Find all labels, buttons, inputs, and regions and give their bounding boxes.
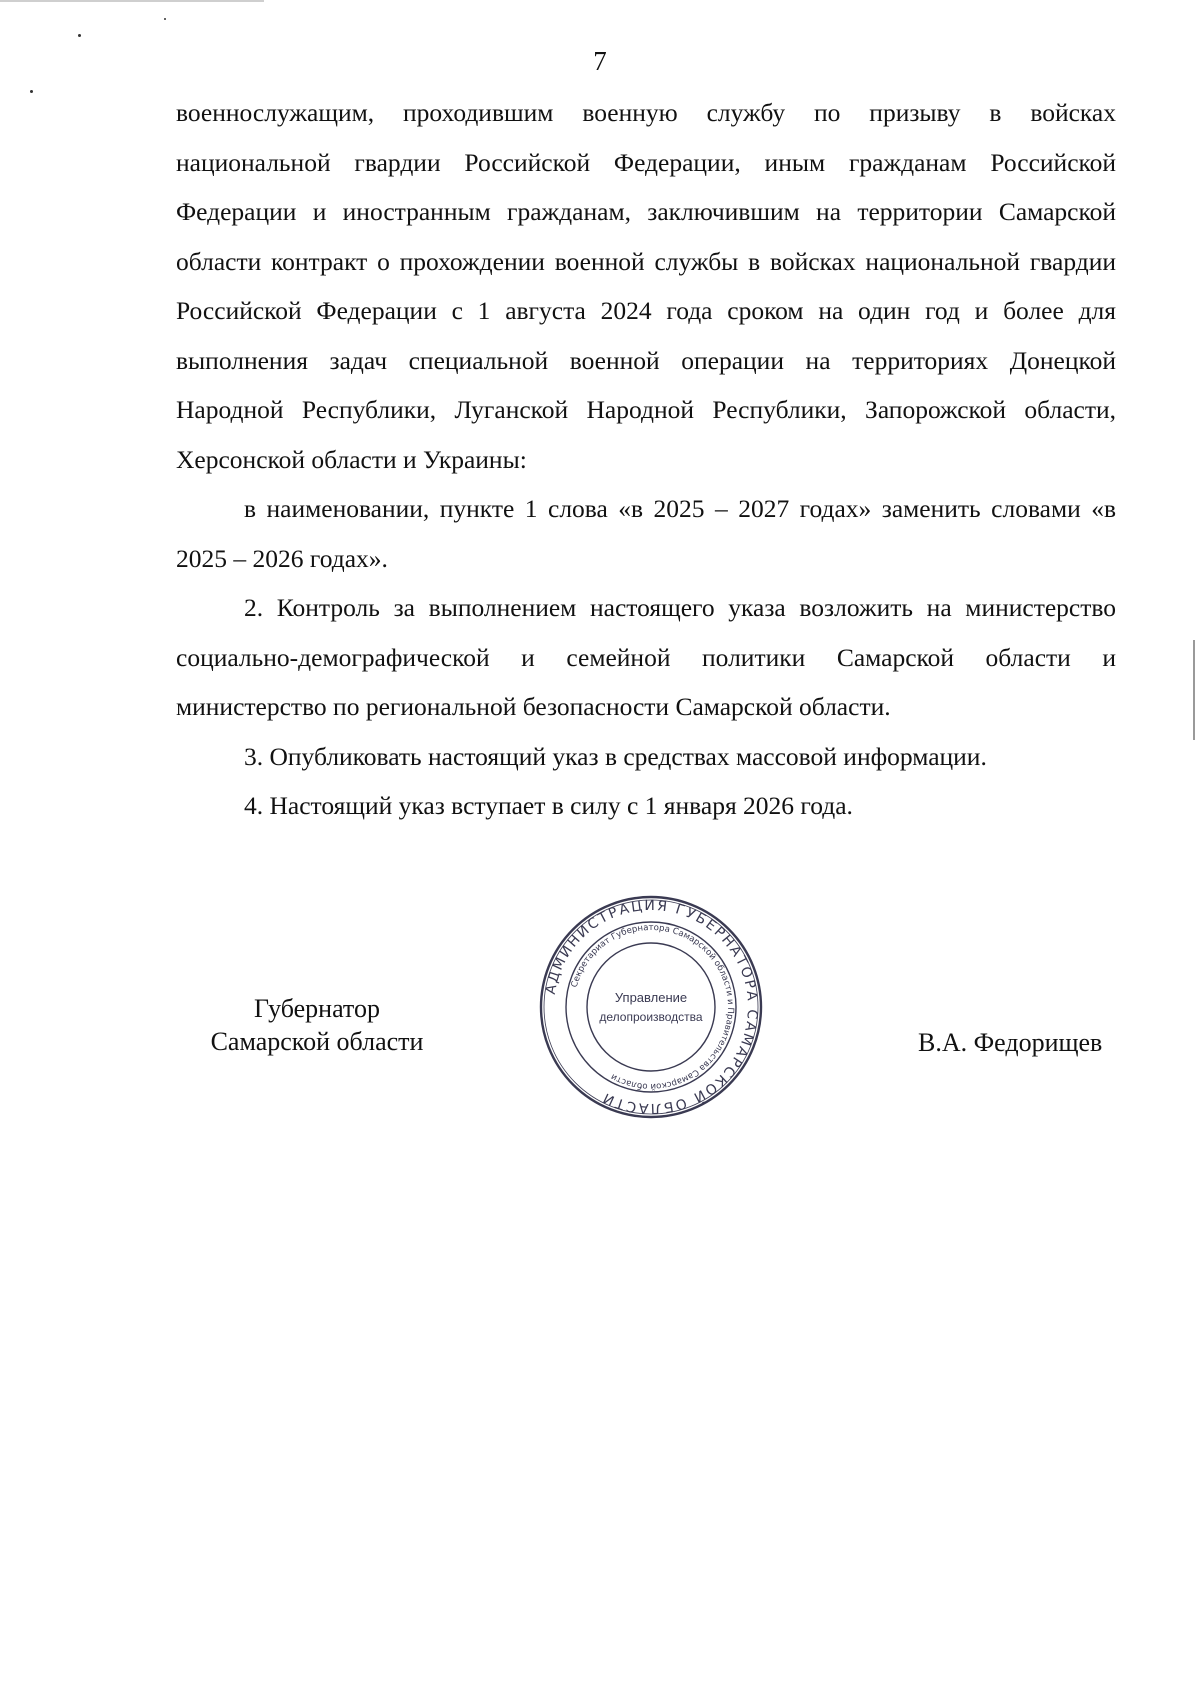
stamp-outer-text: АДМИНИСТРАЦИЯ ГУБЕРНАТОРА САМАРСКОЙ ОБЛАСТИ: [542, 897, 761, 1117]
signatory-position-line2: Самарской области: [210, 1027, 424, 1056]
page-number: 7: [593, 46, 607, 76]
scan-speck: [78, 34, 81, 37]
paragraph-amendment: в наименовании, пункте 1 слова «в 2025 – 2027 годах» заменить словами «в 2025 – 2026 годах».: [176, 494, 1116, 573]
stamp-center-line2: делопроизводства: [599, 1010, 703, 1024]
paragraph-recipients: военнослужащим, проходившим военную службу по призыву в войсках национальной гвардии Российской Федерации, иным гражданам Российской Федерации и иностранным гражданам, заключившим на территории Самарской области контракт о прохождении военной службы в войсках национальной гвардии Российской Федерации с 1 августа 2024 года сроком на один год и более для выполнения задач специальной военной операции на территориях Донецкой Народной Республики, Луганской Народной Республики, Запорожской области, Херсонской области и Украины:: [176, 98, 1116, 474]
stamp-center-line1: Управление: [614, 990, 688, 1005]
scan-speck: [30, 90, 33, 93]
scan-right-mark: [1193, 640, 1195, 740]
paragraph-publish: 3. Опубликовать настоящий указ в средствах массовой информации.: [244, 741, 987, 771]
official-stamp: [538, 894, 764, 1120]
paragraph-effective-date: 4. Настоящий указ вступает в силу с 1 января 2026 года.: [244, 791, 853, 820]
document-body: [176, 88, 1116, 831]
signatory-position-line1: Губернатор: [254, 994, 380, 1023]
signatory-position: [192, 992, 442, 1058]
paragraph-control: 2. Контроль за выполнением настоящего указа возложить на министерство социально-демографической и семейной политики Самарской области и министерство по региональной безопасности Самарской области.: [176, 593, 1116, 721]
scan-speck: [164, 18, 166, 20]
stamp-inner-text: Секретариат Губернатора Самарской области и Правительства Самарской области: [569, 922, 736, 1092]
signatory-name: В.А. Федорищев: [918, 1028, 1103, 1057]
scan-edge-mark: [0, 0, 264, 2]
